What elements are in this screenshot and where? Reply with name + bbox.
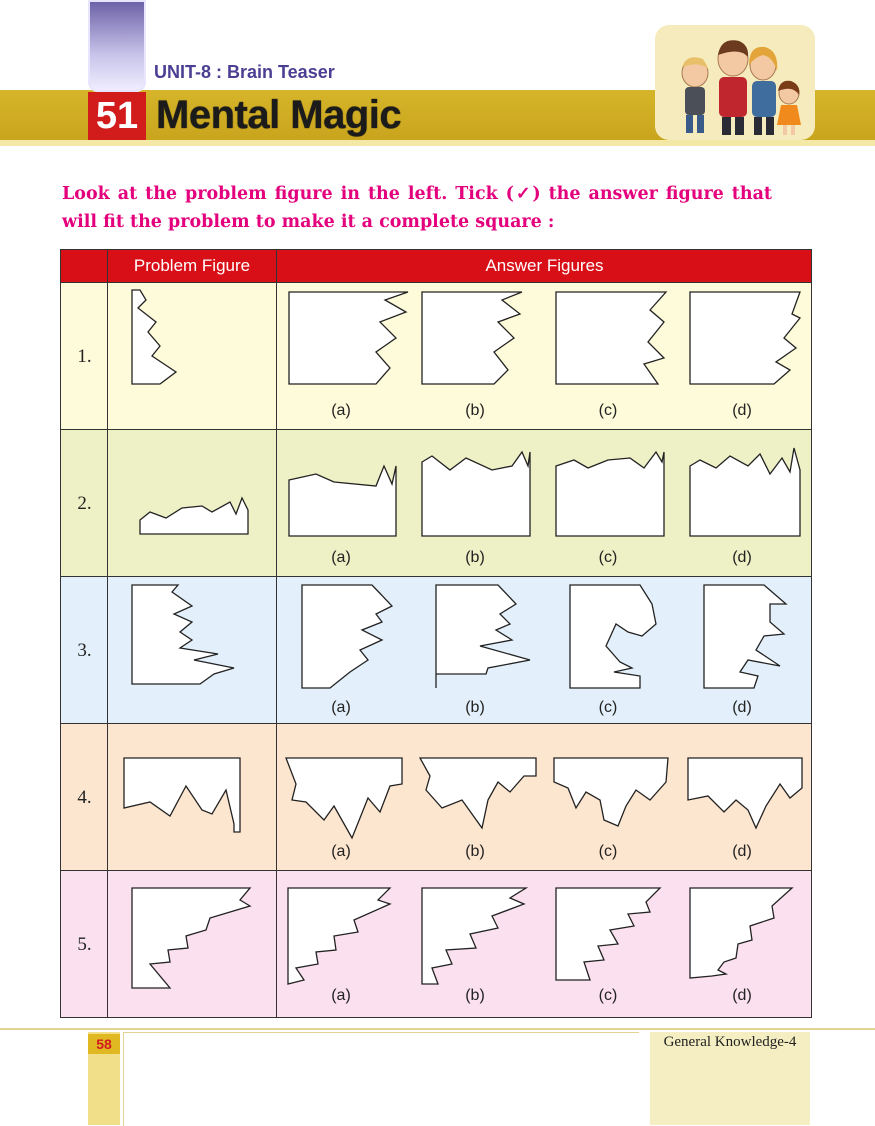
problem-figure-4: [124, 758, 240, 832]
option-label-b: (b): [465, 843, 485, 860]
page-number: 58: [88, 1034, 120, 1054]
book-title: General Knowledge-4: [663, 1034, 797, 1050]
page-title: Mental Magic: [156, 93, 402, 137]
answer-figure-3a: [302, 585, 392, 688]
answer-figure-4d: [688, 758, 802, 828]
row-number: 2.: [77, 493, 92, 514]
problem-figure-5: [132, 888, 250, 988]
option-label-c: (c): [598, 402, 618, 419]
problem-figure-3: [132, 585, 234, 684]
answer-figure-4a: [286, 758, 402, 838]
answer-figure-1c: [556, 292, 666, 384]
option-label-a: (a): [331, 699, 351, 716]
answer-figure-2d: [690, 448, 800, 536]
option-label-b: (b): [465, 699, 485, 716]
answer-figure-2c: [556, 452, 664, 536]
option-label-d: (d): [732, 402, 752, 419]
option-label-c: (c): [598, 987, 618, 1004]
answer-figure-5c: [556, 888, 660, 980]
option-label-c: (c): [598, 843, 618, 860]
instruction-text: Look at the problem figure in the left. Tick (✓) the answer figure that will fit the problem to make it a complete square :: [62, 184, 772, 232]
answer-figure-3d: [704, 585, 786, 688]
answer-figure-2b: [422, 452, 530, 536]
answer-figure-1a: [289, 292, 408, 384]
option-label-c: (c): [598, 699, 618, 716]
option-label-c: (c): [598, 549, 618, 566]
option-label-a: (a): [331, 987, 351, 1004]
answer-figure-3c: [570, 585, 656, 688]
option-label-d: (d): [732, 987, 752, 1004]
header-answer-figures: Answer Figures: [485, 256, 604, 275]
answer-figure-5a: [288, 888, 390, 984]
option-label-d: (d): [732, 549, 752, 566]
option-label-a: (a): [331, 549, 351, 566]
option-label-b: (b): [465, 402, 485, 419]
answer-figure-1d: [690, 292, 800, 384]
row-number: 5.: [77, 934, 92, 955]
option-label-a: (a): [331, 843, 351, 860]
option-label-b: (b): [465, 987, 485, 1004]
footer-rule: [0, 1028, 875, 1030]
answer-figure-5b: [422, 888, 526, 984]
problem-figure-1: [132, 290, 176, 384]
problem-figure-2: [140, 498, 248, 534]
unit-label: UNIT-8 : Brain Teaser: [154, 62, 335, 82]
answer-figure-2a: [289, 466, 396, 536]
row-number: 1.: [77, 346, 92, 367]
footer-blank-box: [123, 1032, 639, 1126]
option-label-d: (d): [732, 699, 752, 716]
answer-figure-5d: [690, 888, 792, 978]
option-label-d: (d): [732, 843, 752, 860]
answer-figure-1b: [422, 292, 522, 384]
option-label-a: (a): [331, 402, 351, 419]
answer-figure-3b: [436, 585, 530, 688]
row-number: 3.: [77, 640, 92, 661]
lesson-number: 51: [88, 92, 146, 140]
option-label-b: (b): [465, 549, 485, 566]
answer-figure-4b: [420, 758, 536, 828]
header-problem-figure: Problem Figure: [133, 256, 251, 275]
answer-figure-4c: [554, 758, 668, 826]
row-number: 4.: [77, 787, 92, 808]
